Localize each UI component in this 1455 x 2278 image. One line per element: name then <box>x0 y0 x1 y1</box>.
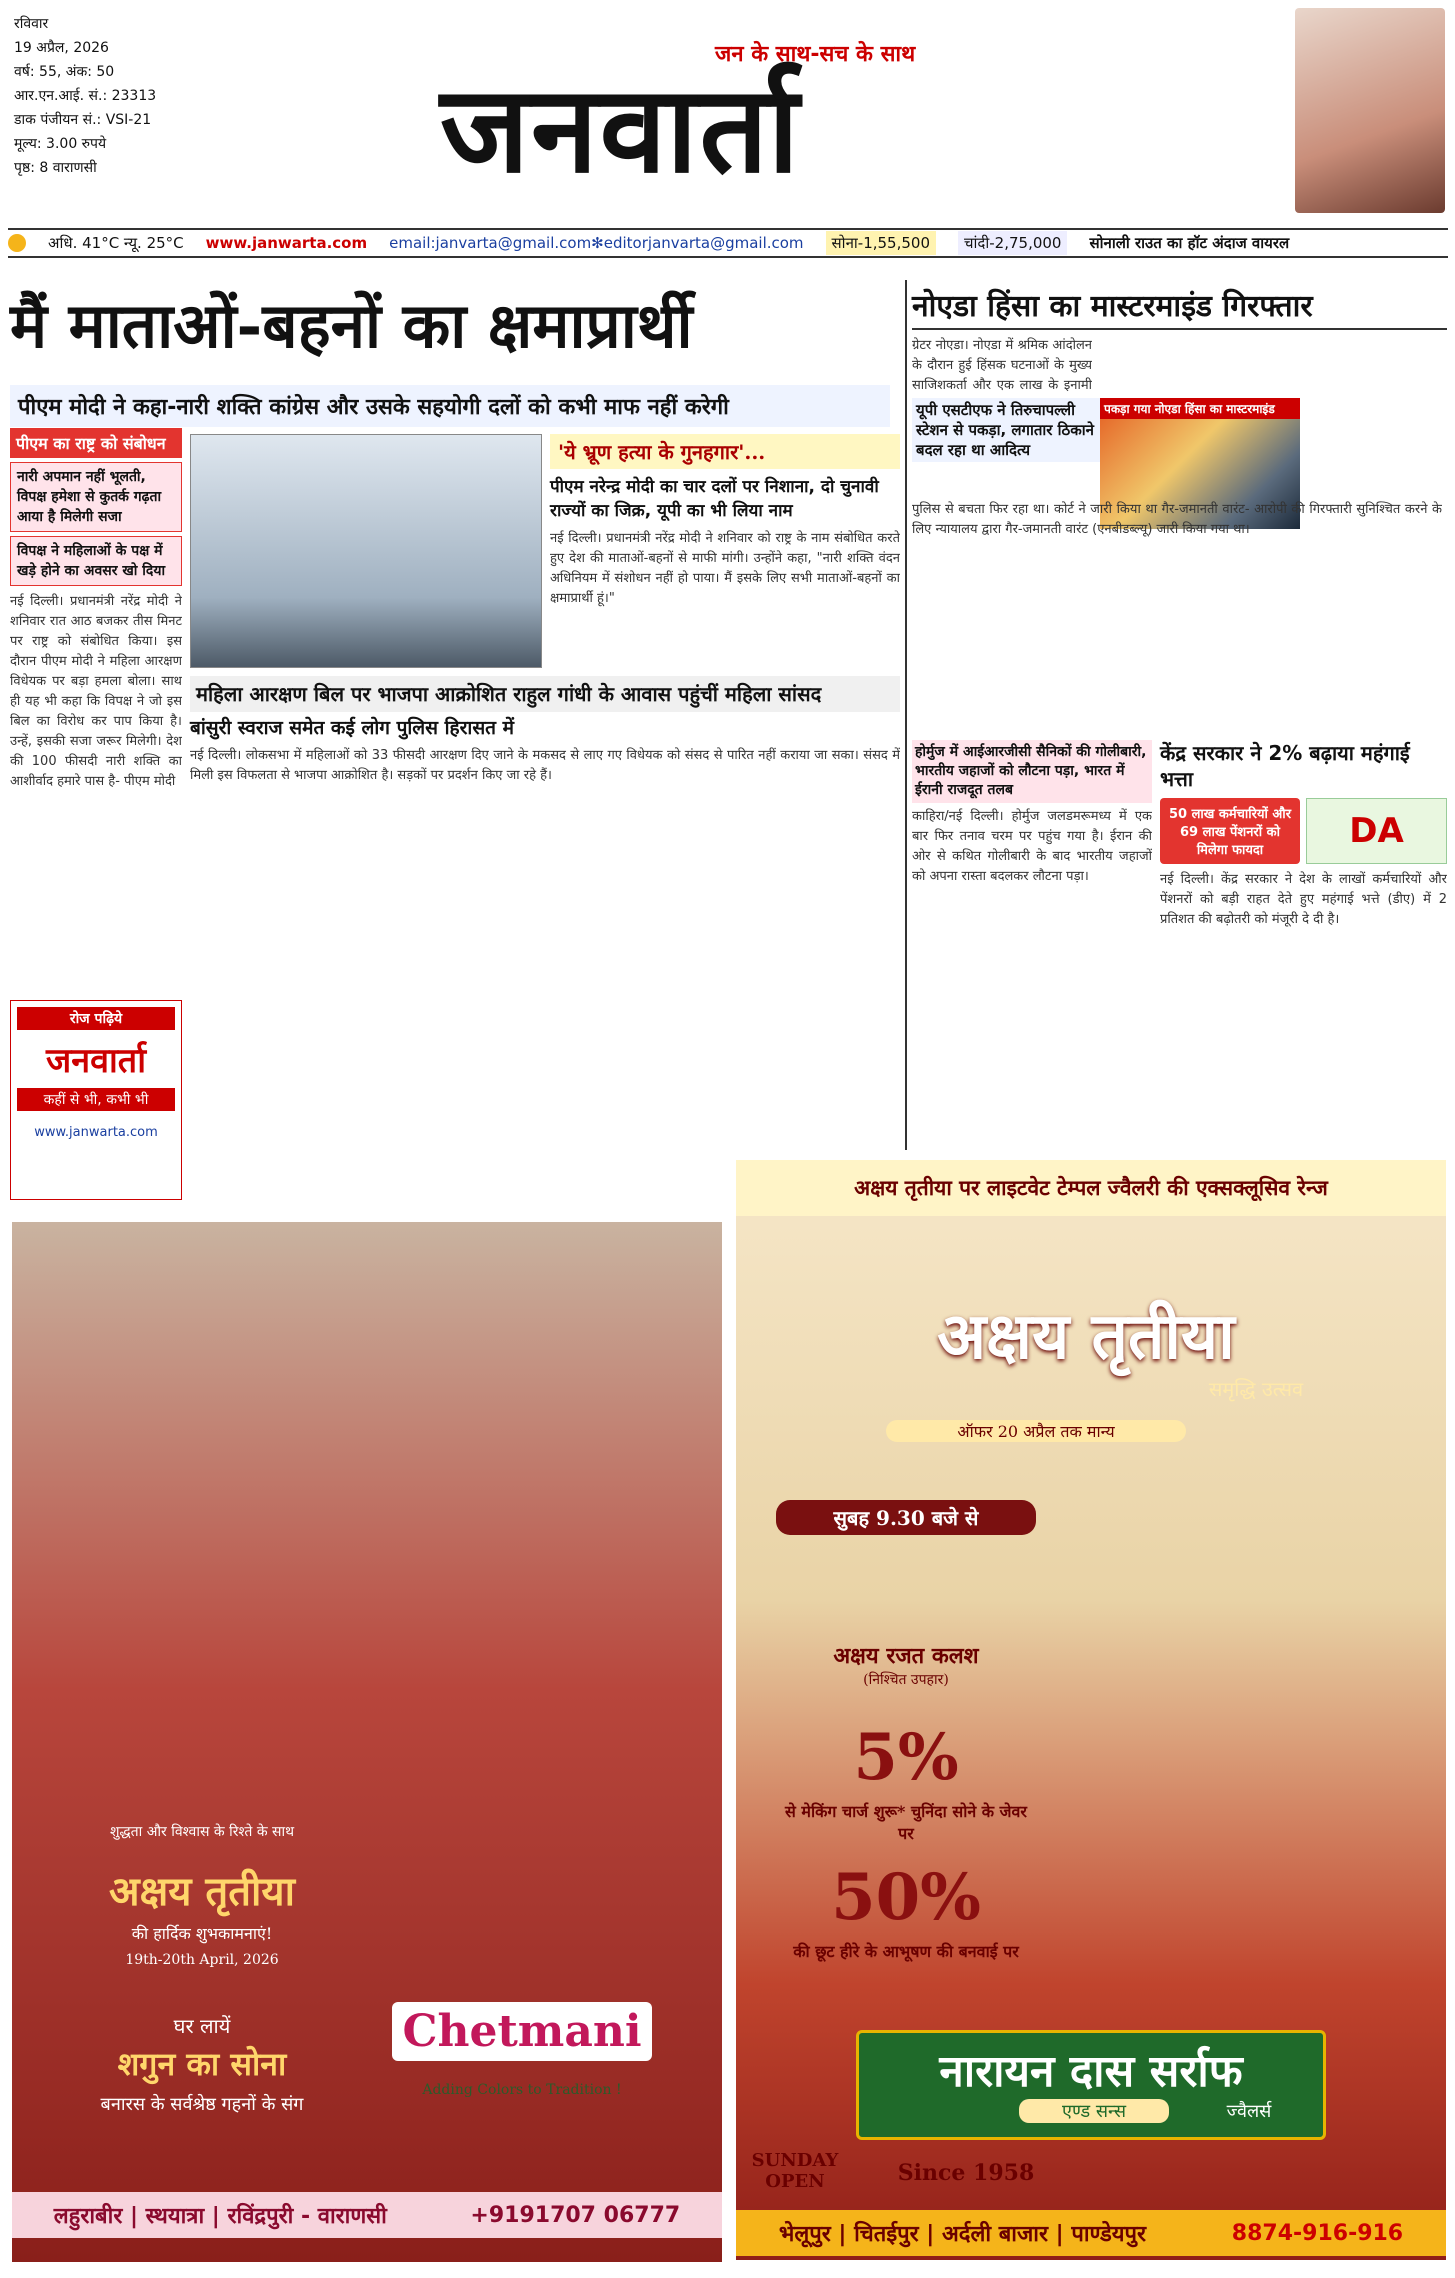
ad-left-address: लहुराबीर | स्थयात्रा | रविंद्रपुरी - वाराणसी <box>53 2204 387 2229</box>
quote-banner: 'ये भ्रूण हत्या के गुनहगार'... <box>550 434 900 469</box>
masthead-info <box>14 12 204 180</box>
lead-body: नई दिल्ली। प्रधानमंत्री नरेंद्र मोदी ने शनिवार रात आठ बजकर तीस मिनट पर राष्ट्र को संबोधित किया। इस दौरान पीएम मोदी ने महिला आरक्षण विधेयक पर बड़ा हमला बोला। साथ ही यह भी कहा कि विपक्ष ने जो इस बिल का विरोध कर पाप किया है। उन्हें, इसकी सजा जरूर मिलेगी। देश की 100 फीसदी नारी शक्ति का आशीर्वाद हमारे पास है- पीएम मोदी <box>10 594 182 789</box>
ad-right-gift-note: (निश्चित उपहार) <box>863 1672 949 1688</box>
iran-body: काहिरा/नई दिल्ली। होर्मुज जलडमरूमध्य में एक बार फिर तनाव चरम पर पहुंच गया है। ईरान की ओर से कथित गोलीबारी के बाद भारतीय जहाजों को अपना रास्ता बदलकर लौटना पड़ा। <box>912 809 1152 884</box>
protest-headline[interactable]: महिला आरक्षण बिल पर भाजपा आक्रोशित राहुल गांधी के आवास पहुंचीं महिला सांसद <box>190 676 900 712</box>
ad-left-line2: घर लायें <box>173 2014 231 2038</box>
ad-right-pct1: 5% <box>853 1720 959 1795</box>
promo-logo: जनवार्ता <box>46 1041 146 1081</box>
quote-story <box>550 434 900 709</box>
da-headline[interactable]: केंद्र सरकार ने 2% बढ़ाया महंगाई भत्ता <box>1160 741 1410 791</box>
ad-right-footer <box>736 2210 1446 2256</box>
ad-left-greeting: की हार्दिक शुभकामनाएं! <box>131 1924 273 1943</box>
quote-headline[interactable]: पीएम नरेन्द्र मोदी का चार दलों पर निशाना, दो चुनावी राज्यों का जिक्र, यूपी का भी लिया नाम <box>550 477 879 521</box>
ad-right-pct2: 50% <box>831 1860 981 1935</box>
lead-headline[interactable]: मैं माताओं-बहनों का क्षमाप्रार्थी <box>10 289 693 362</box>
box-point-2: विपक्ष ने महिलाओं के पक्ष में खड़े होने का अवसर खो दिया <box>10 536 182 586</box>
ad-left-line3: शगुन का सोना <box>117 2045 287 2083</box>
ad-right-top: अक्षय तृतीया पर लाइटवेट टेम्पल ज्वैलरी की एक्सक्लूसिव रेन्ज <box>736 1160 1446 1216</box>
postal-reg: डाक पंजीयन सं.: VSI-21 <box>14 112 152 128</box>
da-highlight: 50 लाख कर्मचारियों और 69 लाख पेंशनरों को मिलेगा फायदा <box>1160 798 1300 864</box>
promo-title: रोज पढ़िये <box>17 1007 175 1030</box>
date: 19 अप्रैल, 2026 <box>14 40 109 56</box>
noida-photo-caption: पकड़ा गया नोएडा हिंसा का मास्टरमाइंड <box>1100 398 1300 419</box>
promo-web[interactable]: www.janwarta.com <box>34 1125 158 1140</box>
ad-right-pct2-text: की छूट हीरे के आभूषण की बनवाई पर <box>793 1942 1019 1961</box>
weather-icon <box>8 234 26 252</box>
chetmani-tagline: Adding Colors to Tradition ! <box>422 2082 622 2098</box>
ad-right-offer: ऑफर 20 अप्रैल तक मान्य <box>886 1420 1186 1442</box>
protest-subhead: बांसुरी स्वराज समेत कई लोग पुलिस हिरासत में <box>190 717 514 739</box>
narayan-das-ad[interactable] <box>736 1160 1446 2260</box>
ad-right-sunday: SUNDAY OPEN <box>751 2150 839 2192</box>
ad-left-phone[interactable]: +9191707 06777 <box>470 2202 681 2228</box>
ad-right-brand-box <box>856 2030 1326 2140</box>
rni: आर.एन.आई. सं.: 23313 <box>14 88 157 104</box>
ad-left-line1: शुद्धता और विश्वास के रिश्ते के साथ <box>109 1824 295 1840</box>
protest-body: नई दिल्ली। लोकसभा में महिलाओं को 33 फीसदी आरक्षण दिए जाने के मकसद से लाए गए विधेयक को संसद से पारित नहीं कराया जा सका। संसद में मिली इस विफलता से भाजपा आक्रोशित है। सड़कों पर प्रदर्शन किए जा रहे हैं। <box>190 748 900 783</box>
noida-body-2: पुलिस से बचता फिर रहा था। कोर्ट ने जारी किया था गैर-जमानती वारंट- आरोपी की गिरफ्तारी सुनिश्चित करने के लिए न्यायालय द्वारा गैर-जमानती वारंट (एनबीडब्ल्यू) जारी किया गया था। <box>912 502 1442 537</box>
ad-right-since: Since 1958 <box>897 2160 1035 2186</box>
ad-right-brand: नारायन दास सर्राफ <box>939 2046 1243 2097</box>
noida-subhead: यूपी एसटीएफ ने तिरुचापल्ली स्टेशन से पकड़ा, लगातार ठिकाने बदल रहा था आदित्य <box>912 398 1112 462</box>
website-link[interactable]: www.janwarta.com <box>205 234 368 252</box>
noida-body-1: ग्रेटर नोएडा। नोएडा में श्रमिक आंदोलन के दौरान हुई हिंसक घटनाओं के मुख्य साजिशकर्ता और एक लाख के इनामी <box>912 338 1092 393</box>
lead-subhead: पीएम मोदी ने कहा-नारी शक्ति कांग्रेस और उसके सहयोगी दलों को कभी माफ नहीं करेगी <box>10 385 890 427</box>
ad-right-brand-sub: एण्ड सन्स <box>1019 2099 1169 2123</box>
ad-left-title: अक्षय तृतीया <box>109 1868 295 1915</box>
da-tag: DA <box>1306 798 1447 864</box>
iran-headline[interactable]: होर्मुज में आईआरजीसी सैनिकों की गोलीबारी, भारतीय जहाजों को लौटना पड़ा, भारत में ईरानी राजदूत तलब <box>912 740 1152 803</box>
newspaper-logo: जनवार्ता <box>440 59 801 200</box>
tagline: जन के साथ-सच के साथ <box>715 42 916 67</box>
temperature: अधि. 41°C न्यू. 25°C <box>48 234 184 252</box>
iran-story <box>912 740 1152 1137</box>
model-photo <box>1295 8 1445 213</box>
teaser[interactable]: सोनाली राउत का हॉट अंदाज वायरल <box>1089 234 1290 252</box>
price: मूल्य: 3.00 रुपये <box>14 136 107 152</box>
info-strip <box>8 228 1448 258</box>
chetmani-logo: Chetmani <box>392 2002 652 2061</box>
ad-right-subtitle: समृद्धि उत्सव <box>1208 1377 1304 1401</box>
pm-photo <box>190 434 542 668</box>
da-story <box>1160 740 1447 1130</box>
chetmani-ad[interactable] <box>12 1222 722 2262</box>
ad-right-time: सुबह 9.30 बजे से <box>776 1500 1036 1535</box>
promo-line: कहीं से भी, कभी भी <box>17 1088 175 1111</box>
ad-right-locations: भेलूपुर | चितईपुर | अर्दली बाजार | पाण्डेयपुर <box>778 2222 1147 2247</box>
ad-right-gift: अक्षय रजत कलश <box>833 1643 979 1669</box>
ad-left-line4: बनारस के सर्वश्रेष्ठ गहनों के संग <box>100 2094 304 2115</box>
box-point-1: नारी अपमान नहीं भूलती, विपक्ष हमेशा से कुतर्क गढ़ता आया है मिलेगी सजा <box>10 462 182 532</box>
silver-price: चांदी-2,75,000 <box>958 231 1067 255</box>
lead-sidebar <box>10 428 182 1082</box>
gold-price: सोना-1,55,500 <box>826 231 936 255</box>
noida-headline[interactable]: नोएडा हिंसा का मास्टरमाइंड गिरफ्तार <box>912 289 1313 324</box>
ad-right-jewellers: ज्वैलर्स <box>1226 2101 1272 2122</box>
volume: वर्ष: 55, अंक: 50 <box>14 64 115 80</box>
quote-body: नई दिल्ली। प्रधानमंत्री नरेंद्र मोदी ने शनिवार को राष्ट्र के नाम संबोधित करते हुए देश की माताओं-बहनों से माफी मांगी। उन्होंने कहा, "नारी शक्ति वंदन अधिनियम में संशोधन नहीं हो पाया। मैं इसके लिए सभी माताओं-बहनों का क्षमाप्रार्थी हूं।" <box>550 531 900 606</box>
ad-right-phone[interactable]: 8874-916-916 <box>1231 2220 1404 2246</box>
da-body: नई दिल्ली। केंद्र सरकार ने देश के लाखों कर्मचारियों और पेंशनरों को बड़ी राहत देते हुए महंगाई भत्ते (डीए) में 2 प्रतिशत की बढ़ोतरी को मंजूरी दे दी है। <box>1160 872 1447 927</box>
ad-left-footer <box>12 2192 722 2238</box>
subscribe-promo[interactable] <box>10 1000 182 1200</box>
ad-right-title: अक्षय तृतीया <box>937 1299 1235 1374</box>
ad-left-dates: 19th-20th April, 2026 <box>125 1952 279 1968</box>
protest-story <box>190 676 900 1176</box>
email-link[interactable]: email:janvarta@gmail.com✻editorjanvarta@gmail.com <box>389 234 804 252</box>
day: रविवार <box>14 16 49 32</box>
pm-address-box: पीएम का राष्ट्र को संबोधन <box>10 428 182 458</box>
pages: पृष्ठ: 8 वाराणसी <box>14 160 97 176</box>
ad-right-pct1-text: से मेकिंग चार्ज शुरू* चुनिंदा सोने के जेवर पर <box>785 1802 1027 1843</box>
